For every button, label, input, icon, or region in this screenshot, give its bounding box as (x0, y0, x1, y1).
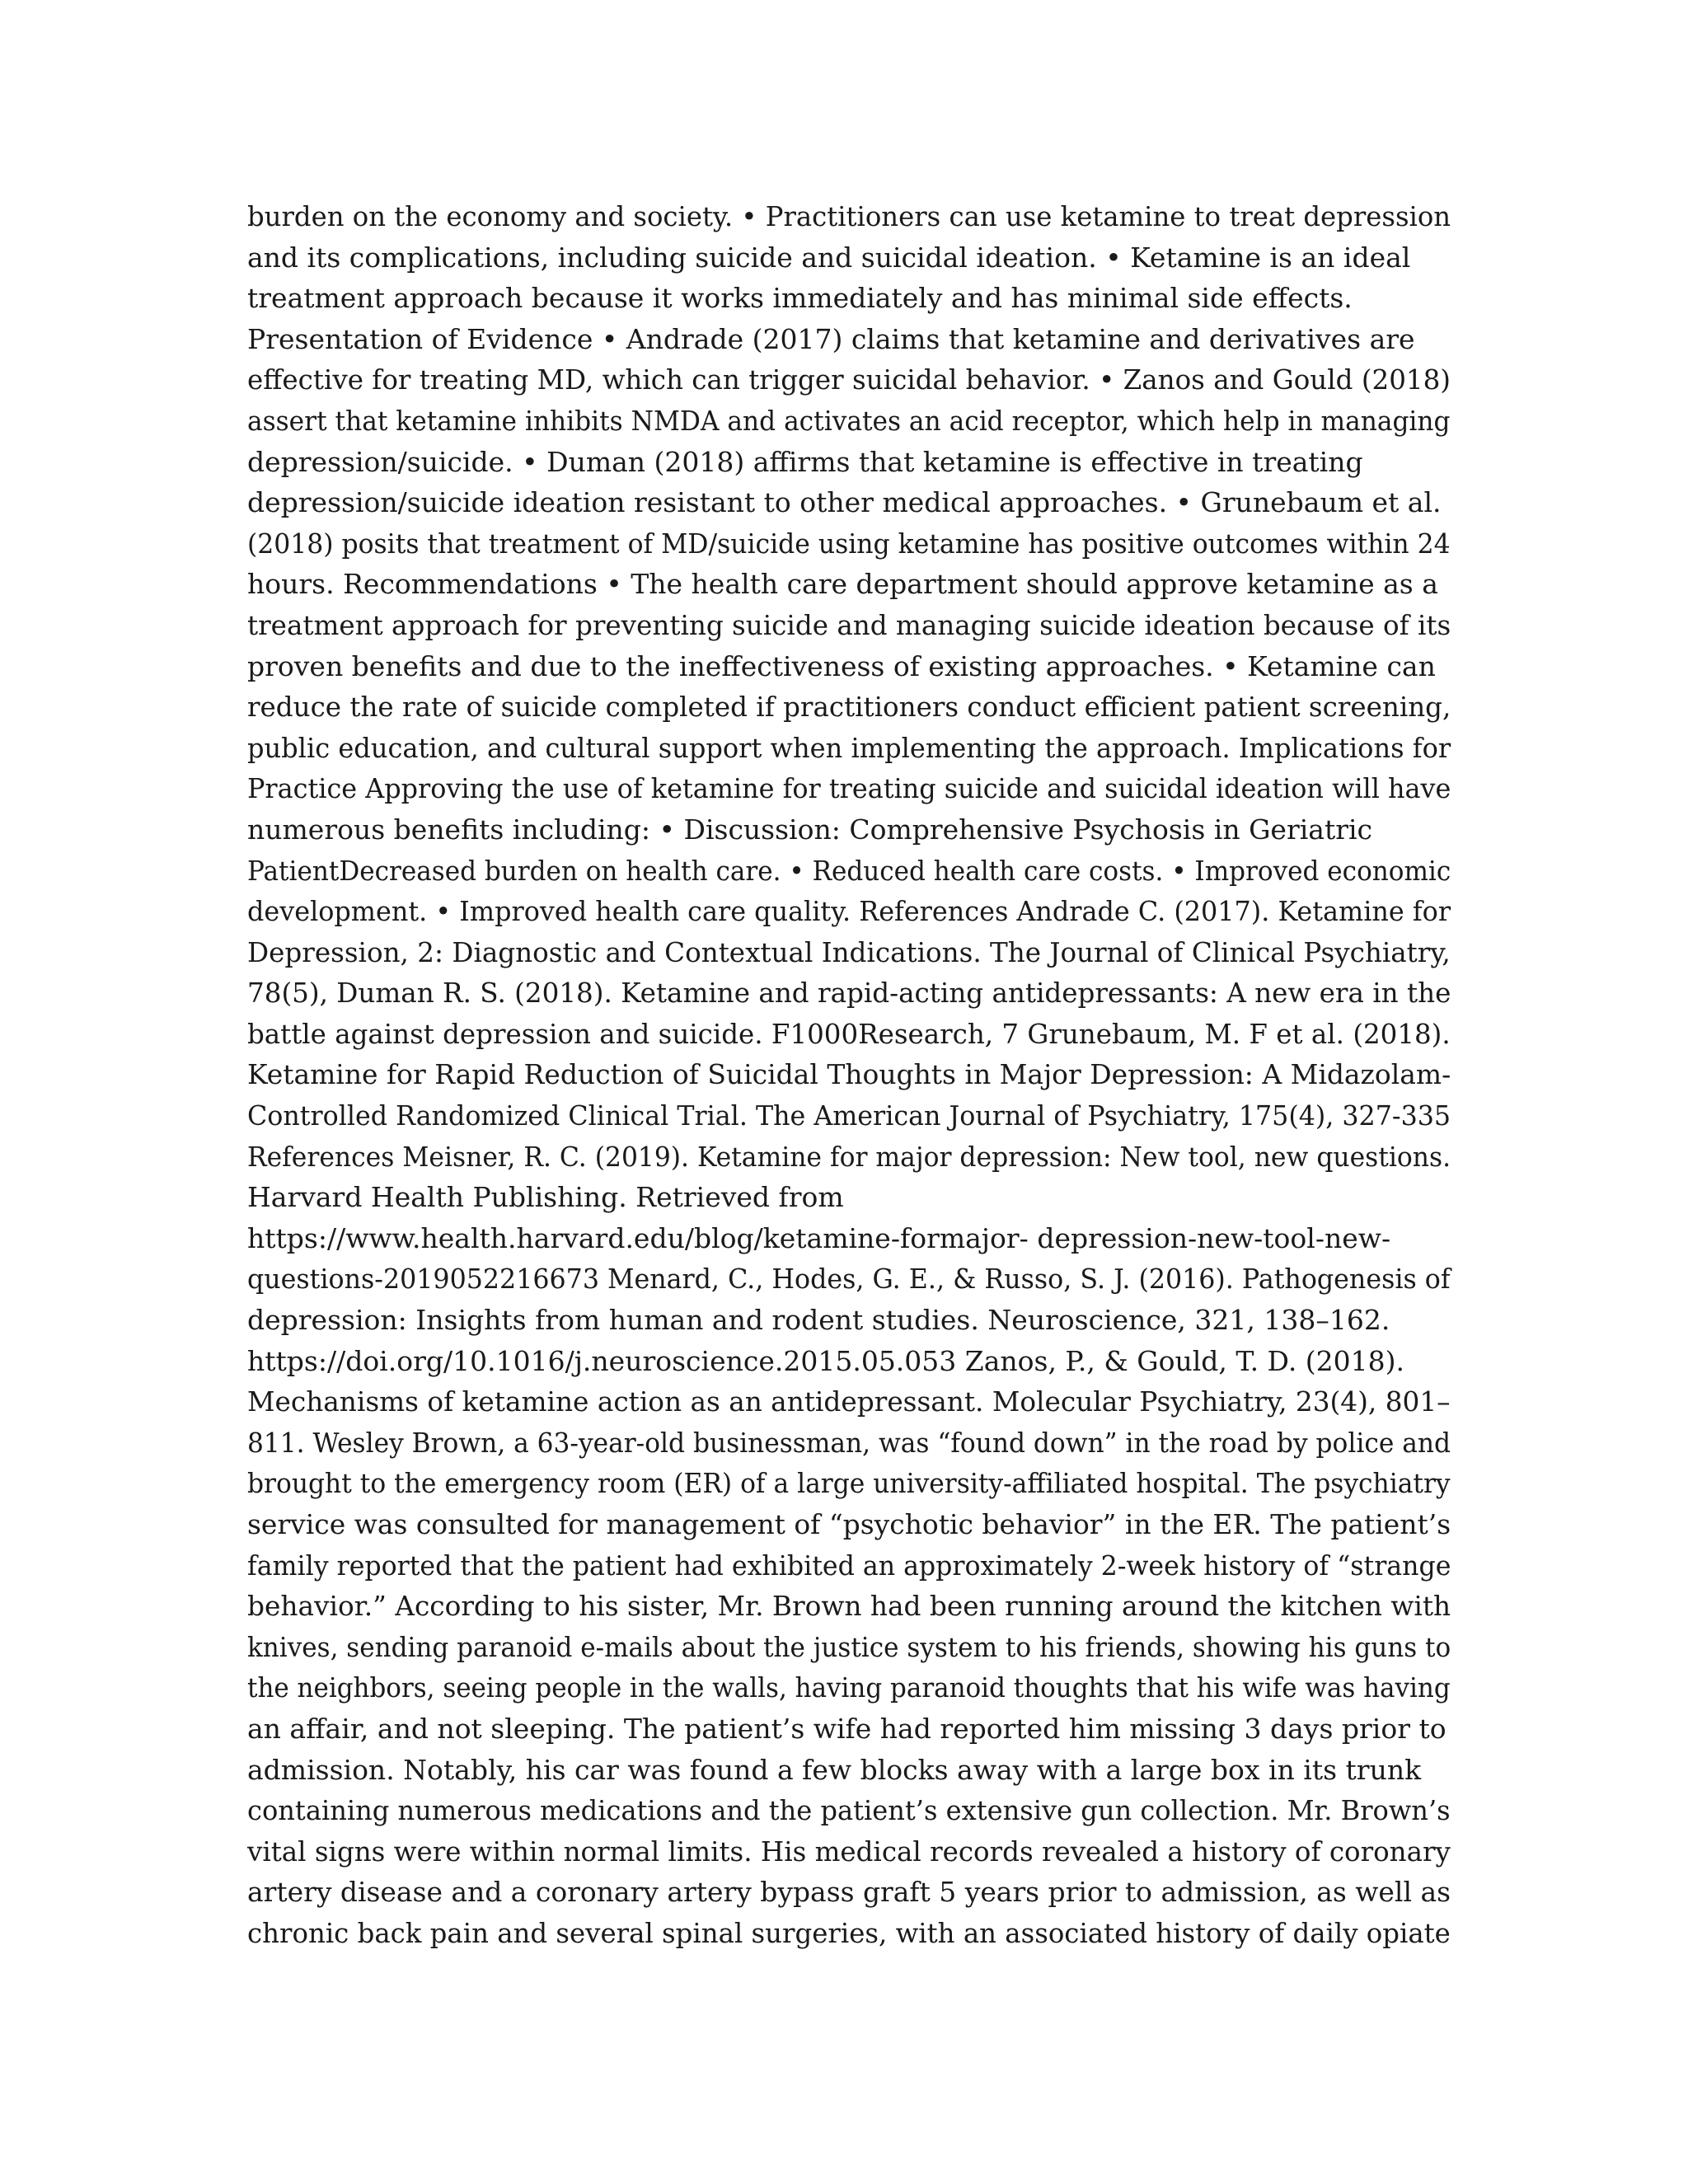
text-line: 811. Wesley Brown, a 63-year-old businessman, was “found down” in the road by police and (247, 1426, 1451, 1459)
text-line: vital signs were within normal limits. His medical records revealed a history of coronary (247, 1835, 1451, 1868)
text-line: an affair, and not sleeping. The patient’s wife had reported him missing 3 days prior to (247, 1712, 1447, 1745)
text-line: Presentation of Evidence • Andrade (2017) claims that ketamine and derivatives are (247, 322, 1415, 355)
text-line: public education, and cultural support when implementing the approach. Implications for (247, 731, 1451, 764)
text-line: service was consulted for management of “psychotic behavior” in the ER. The patient’s (247, 1508, 1451, 1540)
text-line: chronic back pain and several spinal surgeries, with an associated history of daily opiate (247, 1916, 1451, 1949)
text-line: Practice Approving the use of ketamine for treating suicide and suicidal ideation will have (247, 772, 1451, 805)
text-line: battle against depression and suicide. F1000Research, 7 Grunebaum, M. F et al. (2018). (247, 1017, 1451, 1050)
link-line[interactable]: https://doi.org/10.1016/j.neuroscience.2015.05.053 Zanos, P., & Gould, T. D. (2018). (247, 1344, 1405, 1377)
text-line: depression: Insights from human and rodent studies. Neuroscience, 321, 138–162. (247, 1304, 1390, 1337)
text-line: artery disease and a coronary artery bypass graft 5 years prior to admission, as well as (247, 1876, 1451, 1909)
text-line: (2018) posits that treatment of MD/suicide using ketamine has positive outcomes within 24 (247, 527, 1451, 560)
link-line[interactable]: https://www.health.harvard.edu/blog/ketamine-formajor- depression-new-tool-new- (247, 1221, 1391, 1254)
text-line: knives, sending paranoid e-mails about the justice system to his friends, showing his guns to (247, 1630, 1451, 1663)
text-line: numerous benefits including: • Discussion: Comprehensive Psychosis in Geriatric (247, 813, 1373, 846)
text-line: questions-2019052216673 Menard, C., Hodes, G. E., & Russo, S. J. (2016). Pathogenesis of (247, 1263, 1451, 1296)
text-line: family reported that the patient had exhibited an approximately 2-week history of “strange (247, 1549, 1451, 1582)
text-line: Harvard Health Publishing. Retrieved from (247, 1181, 844, 1214)
text-line: depression/suicide ideation resistant to other medical approaches. • Grunebaum et al. (247, 486, 1442, 519)
text-line: containing numerous medications and the patient’s extensive gun collection. Mr. Brown’s (247, 1794, 1451, 1827)
text-line: brought to the emergency room (ER) of a large university-affiliated hospital. The psychiatry (247, 1467, 1451, 1500)
text-line: hours. Recommendations • The health care department should approve ketamine as a (247, 568, 1438, 601)
text-line: Mechanisms of ketamine action as an antidepressant. Molecular Psychiatry, 23(4), 801– (247, 1385, 1451, 1418)
text-line: References Meisner, R. C. (2019). Ketamine for major depression: New tool, new questions. (247, 1140, 1451, 1173)
text-line: treatment approach because it works immediately and has minimal side effects. (247, 282, 1353, 315)
text-line: the neighbors, seeing people in the walls, having paranoid thoughts that his wife was having (247, 1671, 1451, 1704)
text-line: development. • Improved health care quality. References Andrade C. (2017). Ketamine for (247, 895, 1451, 928)
text-line: proven benefits and due to the ineffectiveness of existing approaches. • Ketamine can (247, 649, 1436, 682)
text-line: assert that ketamine inhibits NMDA and activates an acid receptor, which help in managing (247, 404, 1451, 437)
body-text (247, 196, 1451, 1954)
text-line: burden on the economy and society. • Practitioners can use ketamine to treat depression (247, 200, 1451, 232)
text-line: depression/suicide. • Duman (2018) affirms that ketamine is effective in treating (247, 445, 1363, 478)
text-line: treatment approach for preventing suicide and managing suicide ideation because of its (247, 608, 1451, 641)
text-line: admission. Notably, his car was found a few blocks away with a large box in its trunk (247, 1753, 1422, 1786)
text-line: 78(5), Duman R. S. (2018). Ketamine and rapid-acting antidepressants: A new era in the (247, 977, 1451, 1010)
text-line: behavior.” According to his sister, Mr. Brown had been running around the kitchen with (247, 1590, 1451, 1623)
text-line: effective for treating MD, which can trigger suicidal behavior. • Zanos and Gould (2018) (247, 363, 1451, 396)
text-line: reduce the rate of suicide completed if practitioners conduct efficient patient screening, (247, 691, 1451, 724)
text-line: Ketamine for Rapid Reduction of Suicidal Thoughts in Major Depression: A Midazolam- (247, 1058, 1451, 1091)
text-line: Depression, 2: Diagnostic and Contextual Indications. The Journal of Clinical Psychiatry, (247, 935, 1451, 968)
text-line: Controlled Randomized Clinical Trial. The American Journal of Psychiatry, 175(4), 327-335 (247, 1099, 1451, 1132)
text-line: PatientDecreased burden on health care. • Reduced health care costs. • Improved economic (247, 854, 1451, 887)
text-line: and its complications, including suicide and suicidal ideation. • Ketamine is an ideal (247, 241, 1411, 274)
